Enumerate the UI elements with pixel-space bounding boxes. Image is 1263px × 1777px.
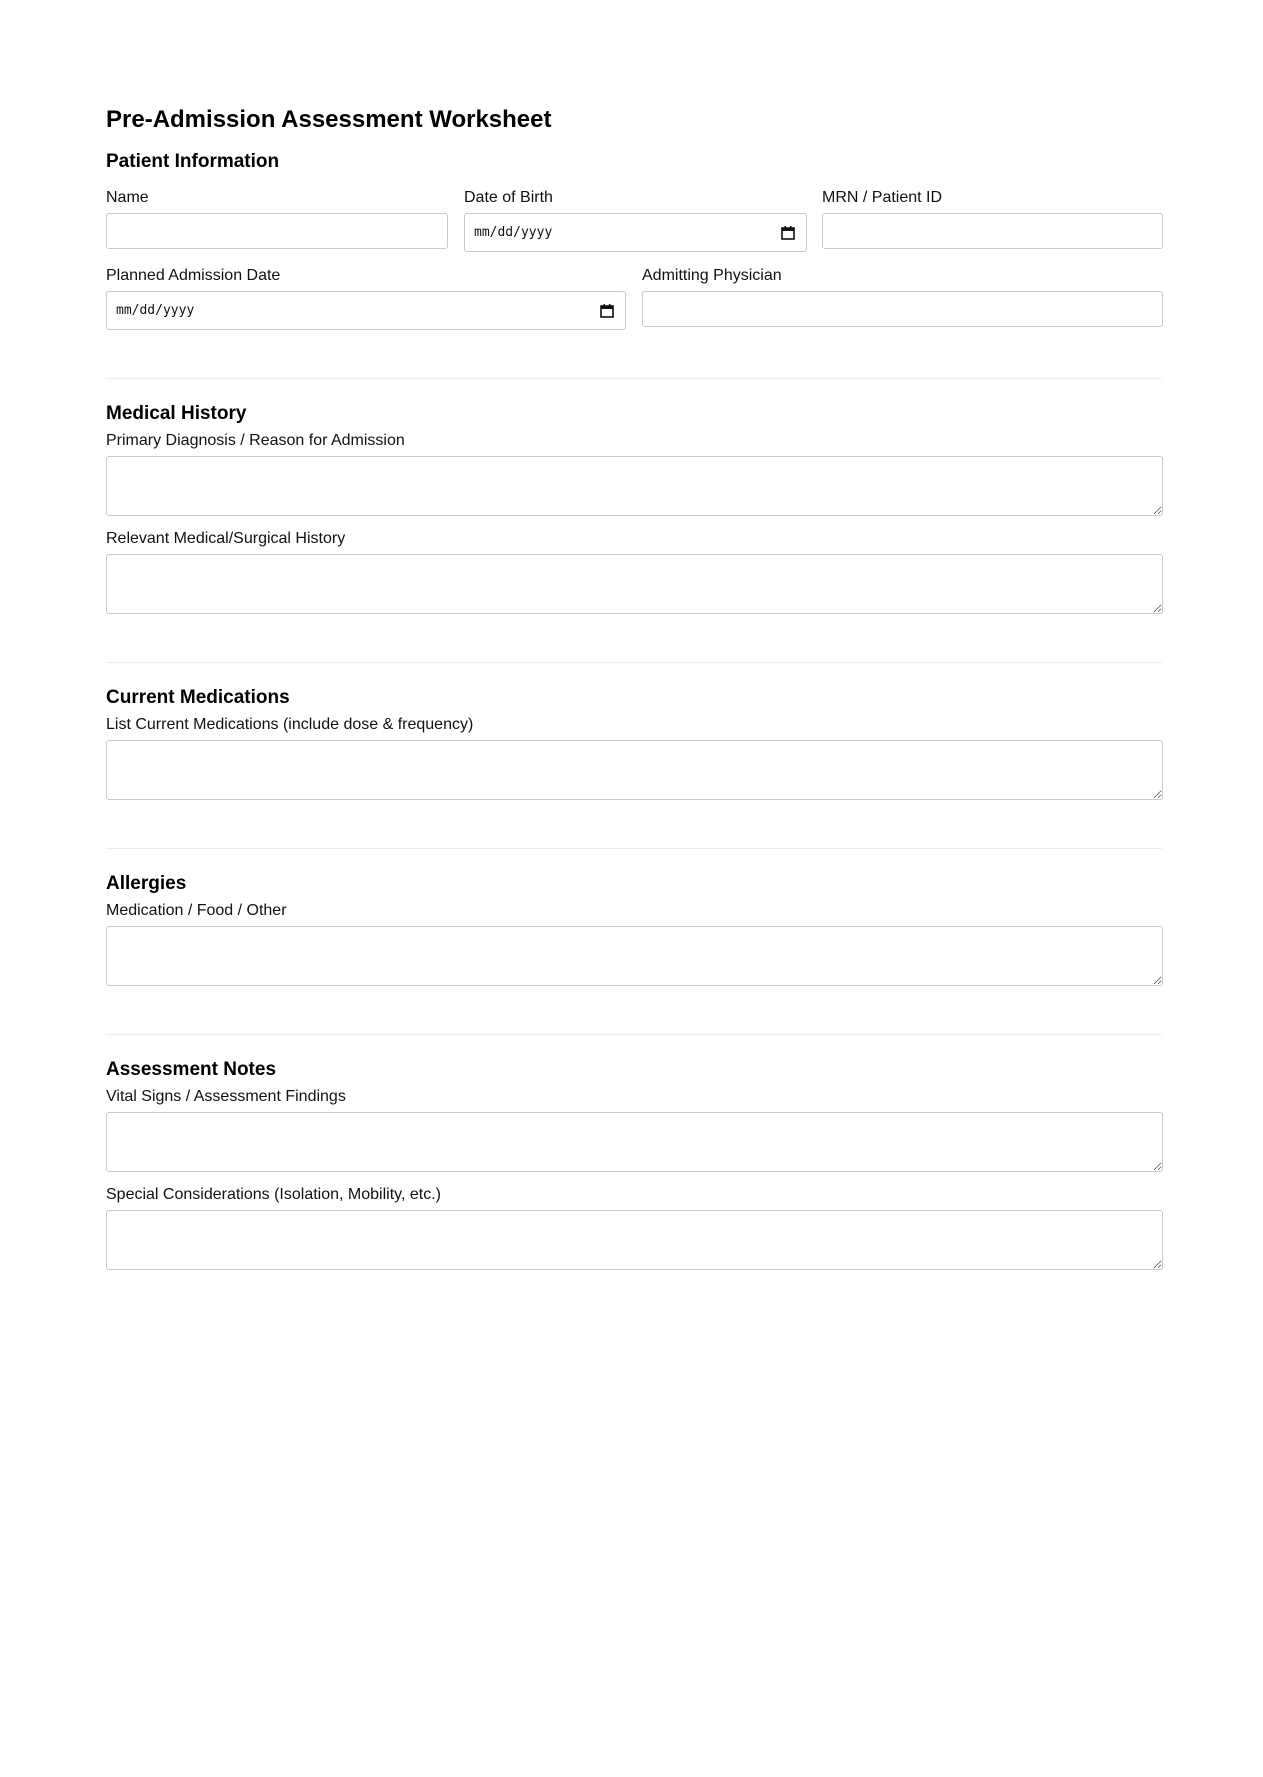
vitals-label: Vital Signs / Assessment Findings [106,1088,346,1105]
special-considerations-textarea[interactable] [106,1210,1163,1270]
section-title-patient-information: Patient Information [106,151,280,172]
calendar-icon[interactable] [780,225,796,241]
allergies-label: Medication / Food / Other [106,902,287,919]
diagnosis-textarea[interactable] [106,456,1163,516]
section-title-assessment-notes: Assessment Notes [106,1059,277,1080]
history-textarea[interactable] [106,554,1163,614]
section-divider [106,1034,1162,1035]
history-label: Relevant Medical/Surgical History [106,530,346,547]
section-divider [106,848,1162,849]
section-title-allergies: Allergies [106,873,187,894]
page-title: Pre-Admission Assessment Worksheet [106,106,552,133]
vitals-textarea[interactable] [106,1112,1163,1172]
medications-textarea[interactable] [106,740,1163,800]
special-considerations-label: Special Considerations (Isolation, Mobility, etc.) [106,1186,441,1203]
dob-date-input[interactable] [464,213,807,252]
name-input[interactable] [106,213,448,249]
admission-date-placeholder: mm/dd/yyyy [116,303,195,318]
allergies-textarea[interactable] [106,926,1163,986]
admission-date-input[interactable] [106,291,626,330]
section-title-medical-history: Medical History [106,403,247,424]
mrn-input[interactable] [822,213,1163,249]
section-title-current-medications: Current Medications [106,687,290,708]
mrn-label: MRN / Patient ID [822,189,943,206]
physician-input[interactable] [642,291,1163,327]
section-divider [106,378,1162,379]
medications-label: List Current Medications (include dose & frequency) [106,716,474,733]
dob-date-placeholder: mm/dd/yyyy [474,225,553,240]
calendar-icon[interactable] [599,303,615,319]
dob-label: Date of Birth [464,189,553,206]
diagnosis-label: Primary Diagnosis / Reason for Admission [106,432,405,449]
physician-label: Admitting Physician [642,267,782,284]
name-label: Name [106,189,149,206]
admission-date-label: Planned Admission Date [106,267,281,284]
section-divider [106,662,1162,663]
